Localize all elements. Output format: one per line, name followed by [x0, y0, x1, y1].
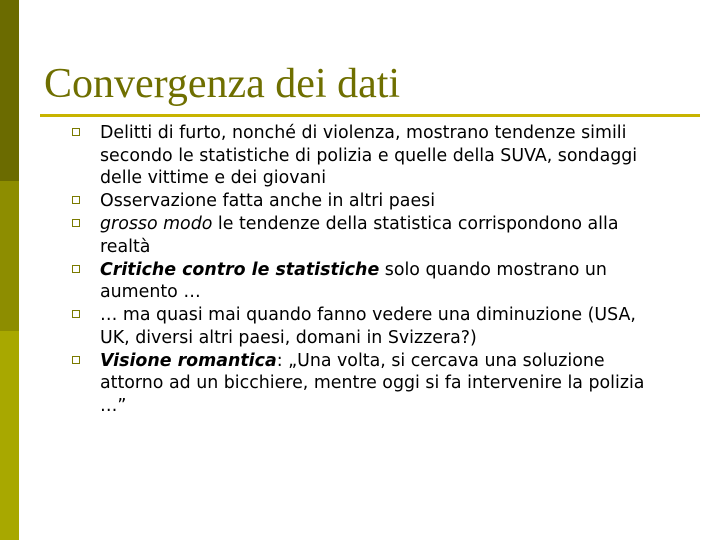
hollow-square-bullet-icon	[72, 128, 80, 136]
bullet-emphasis: Visione romantica	[100, 350, 277, 371]
sidebar-decoration	[0, 0, 19, 540]
bullet-text	[100, 214, 619, 257]
hollow-square-bullet-icon	[72, 356, 80, 364]
bullet-item	[60, 122, 670, 190]
bullet-text: Osservazione fatta anche in altri paesi	[100, 191, 436, 212]
sidebar-band-light	[0, 331, 19, 540]
bullet-text: Delitti di furto, nonché di violenza, mostrano tendenze simili secondo le statistiche di polizia e quelle della SUVA, sondaggi delle vittime e dei giovani	[100, 123, 638, 188]
bullet-text	[100, 351, 644, 416]
hollow-square-bullet-icon	[72, 265, 80, 273]
hollow-square-bullet-icon	[72, 196, 80, 204]
slide-title: Convergenza dei dati	[44, 61, 401, 107]
bullet-item	[60, 259, 670, 304]
bullet-item	[60, 213, 670, 258]
bullet-rest: solo quando mostrano un aumento …	[100, 259, 607, 303]
bullet-emphasis: Critiche contro le statistiche	[100, 259, 380, 280]
sidebar-band-dark	[0, 0, 19, 181]
hollow-square-bullet-icon	[72, 219, 80, 227]
bullet-rest: le tendenze della statistica corrispondono alla realtà	[100, 214, 619, 257]
bullet-text	[100, 260, 607, 303]
bullet-emphasis: grosso modo	[100, 214, 213, 235]
bullet-item	[60, 350, 670, 418]
bullet-item	[60, 190, 670, 213]
bullet-list	[60, 122, 670, 418]
sidebar-band-mid	[0, 181, 19, 331]
bullet-rest: : „Una volta, si cercava una soluzione attorno ad un bicchiere, mentre oggi si fa intervenire la polizia …”	[100, 350, 645, 416]
title-underline	[40, 114, 700, 117]
hollow-square-bullet-icon	[72, 310, 80, 318]
bullet-text: … ma quasi mai quando fanno vedere una diminuzione (USA, UK, diversi altri paesi, domani in Svizzera?)	[100, 305, 636, 348]
bullet-item	[60, 304, 670, 349]
